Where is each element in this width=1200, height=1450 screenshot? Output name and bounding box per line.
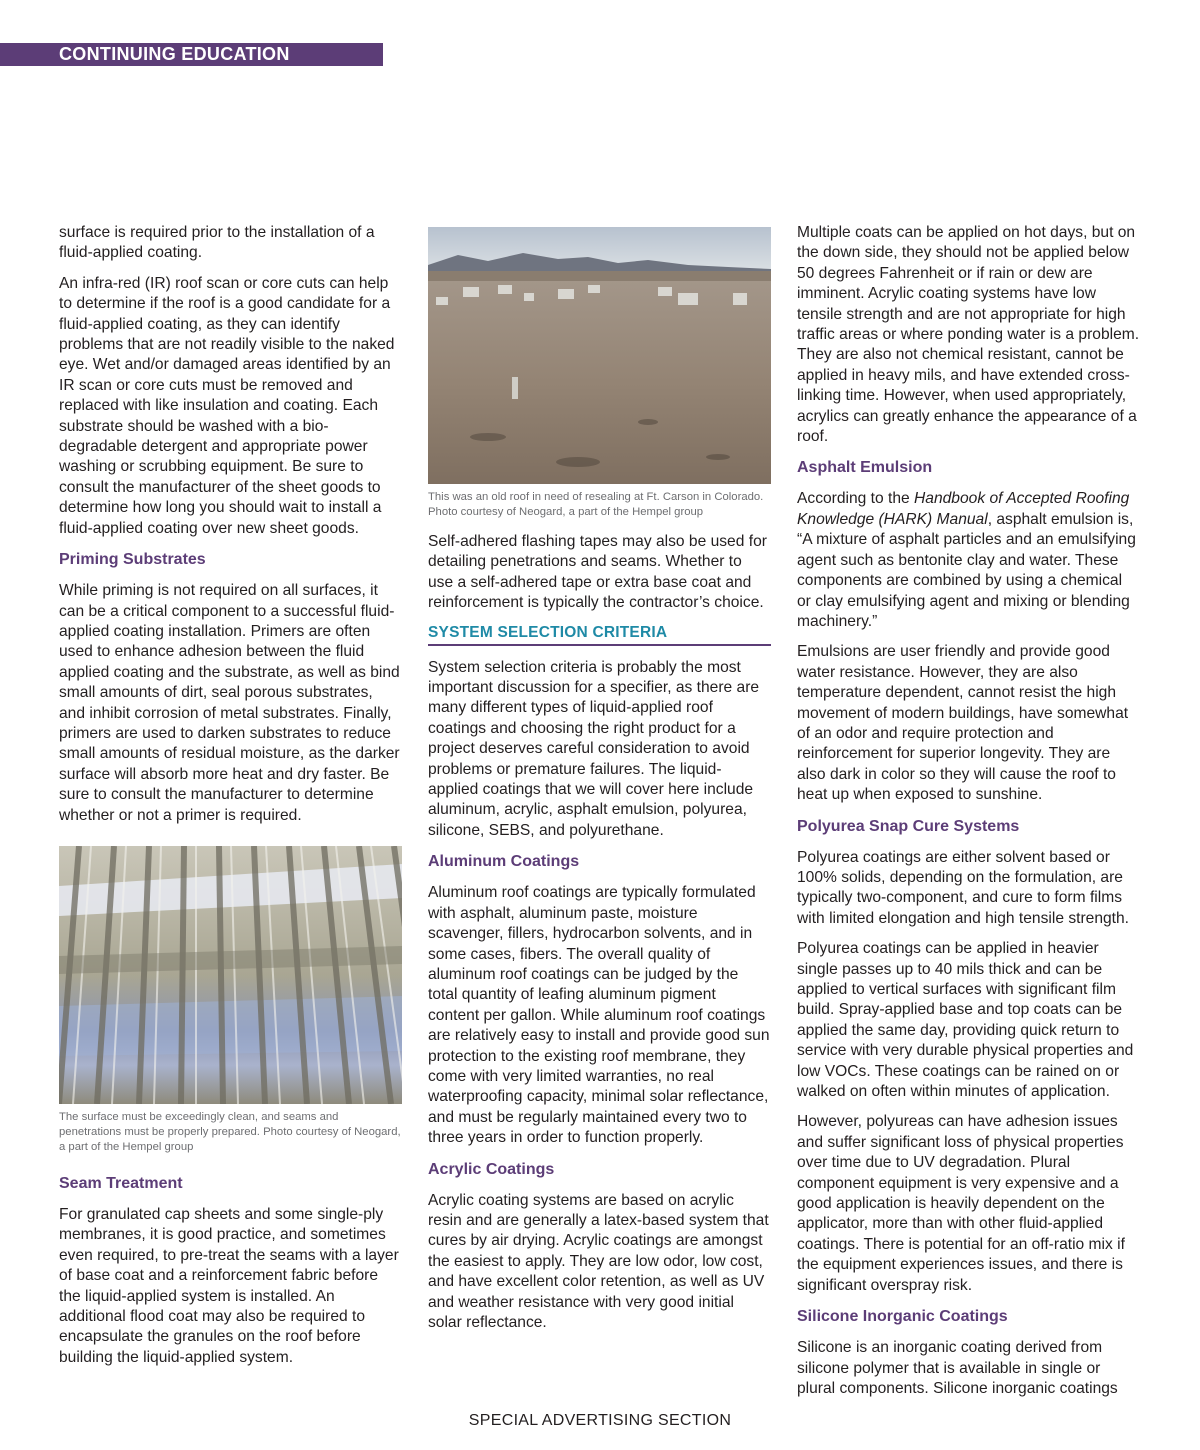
heading-polyurea-snap-cure: Polyurea Snap Cure Systems (797, 817, 1020, 835)
book-title: Handbook of Accepted Roofing Knowledge (HARK) Manual (797, 490, 1130, 528)
paragraph: While priming is not required on all surfaces, it can be a critical component to a successful fluid-applied coating installation. Primers are often used to enhance adhesion between the fluid applied coating and the substrate, as well as bind small amounts of dirt, seal porous substrates, and inhibit corrosion of metal substrates. Finally, primers are used to darken substrates to reduce small amounts of residual moisture, as the darker surface will absorb more heat and dry faster. Be sure to consult the manufacturer to determine whether or not a primer is required. (59, 582, 400, 824)
heading-seam-treatment: Seam Treatment (59, 1174, 183, 1192)
paragraph: Polyurea coatings are either solvent based or 100% solids, depending on the formulation, are typically two-component, and cure to form films with limited elongation and high tensile strength. (797, 848, 1130, 927)
text: According to the (797, 490, 915, 508)
paragraph: For granulated cap sheets and some single-ply membranes, it is good practice, and sometimes even required, to pre-treat the seams with a layer of base coat and a reinforcement fabric before the liquid-applied system is installed. An additional flood coat may also be required to encapsulate the granules on the roof before building the liquid-applied system. (59, 1205, 399, 1366)
paragraph-hark-quote (797, 489, 1140, 632)
paragraph: Aluminum roof coatings are typically formulated with asphalt, aluminum paste, moisture scavenger, fillers, hydrocarbon solvents, and in some cases, fibers. The overall quality of aluminum roof coatings can be judged by the total quantity of leafing aluminum pigment content per gallon. While aluminum roof coatings are relatively easy to install and provide good sun protection to the existing roof membrane, they come with very limited warranties, no real waterproofing capacity, minimal solar reflectance, and must be regularly maintained every two to three years in order to function properly. (428, 884, 770, 1147)
text: , asphalt emulsion is, “A mixture of asphalt particles and an emulsifying agent such as bentonite clay and water. These components are combined by using a chemical or clay emulsifying agent and mixing or blending machinery.” (797, 510, 1136, 630)
column-1 (59, 223, 402, 1378)
paragraph: Silicone is an inorganic coating derived from silicone polymer that is available in single or plural components. Silicone inorganic coatings (797, 1339, 1118, 1397)
paragraph: System selection criteria is probably the most important discussion for a specifier, as there are many different types of liquid-applied roof coatings and choosing the right product for a project deserves careful consideration to avoid problems or premature failures. The liquid-applied coatings that we will cover here include aluminum, acrylic, asphalt emulsion, polyurea, silicone, SEBS, and polyurethane. (428, 658, 760, 839)
heading-silicone-inorganic: Silicone Inorganic Coatings (797, 1308, 1008, 1326)
column-3 (797, 223, 1140, 1409)
heading-system-selection-criteria: SYSTEM SELECTION CRITERIA (428, 624, 771, 646)
column-2 (428, 223, 771, 1343)
page-footer: SPECIAL ADVERTISING SECTION (468, 1412, 732, 1429)
heading-asphalt-emulsion: Asphalt Emulsion (797, 459, 933, 477)
paragraph: Self-adhered flashing tapes may also be used for detailing penetrations and seams. Whether to use a self-adhered tape or extra base coat and reinforcement is typically the contractor’s choice. (428, 533, 767, 612)
paragraph: Emulsions are user friendly and provide good water resistance. However, they are also temperature dependent, cannot resist the high movement of modern buildings, have somewhat of an odor and require protection and reinforcement for superior longevity. They are also dark in color so they will cause the roof to heat up when exposed to sunshine. (797, 643, 1129, 804)
section-banner (0, 43, 383, 66)
flat-roof-photo (428, 227, 771, 484)
paragraph: Acrylic coating systems are based on acrylic resin and are generally a latex-based system that cures by air drying. Acrylic coatings are amongst the easiest to apply. They are low odor, low cost, and have excellent color retention, as well as UV and weather resistance with very good initial solar reflectance. (428, 1191, 769, 1331)
paragraph: An infra-red (IR) roof scan or core cuts can help to determine if the roof is a good candidate for a fluid-applied coating, as they can identify problems that are not readily visible to the naked eye. Wet and/or damaged areas identified by an IR scan or core cuts must be removed and replaced with like insulation and coating. Each substrate should be washed with a bio-degradable detergent and appropriate power washing or scrubbing equipment. Be sure to consult the manufacturer of the sheet goods to determine how long you should wait to install a fluid-applied coating over new sheet goods. (59, 274, 395, 537)
photo-caption: The surface must be exceedingly clean, and seams and penetrations must be properly prepared. Photo courtesy of Neogard, a part of the Hempel group (59, 1110, 401, 1153)
paragraph: However, polyureas can have adhesion issues and suffer significant loss of physical properties over time due to UV degradation. Plural component equipment is very expensive and a good application is heavily dependent on the applicator, more than with other fluid-applied coatings. There is potential for an off-ratio mix if the equipment experiences issues, and there is significant overspray risk. (797, 1113, 1125, 1294)
paragraph: Multiple coats can be applied on hot days, but on the down side, they should not be applied below 50 degrees Fahrenheit or if rain or dew are imminent. Acrylic coating systems have low tensile strength and are not appropriate for high traffic areas or where ponding water is a problem. They are also not chemical resistant, cannot be applied in heavy mils, and have extended cross-linking time. However, when used appropriately, acrylics can greatly enhance the appearance of a roof. (797, 224, 1140, 446)
section-label: CONTINUING EDUCATION (59, 44, 290, 64)
photo-caption: This was an old roof in need of resealing at Ft. Carson in Colorado. Photo courtesy of Neogard, a part of the Hempel group (428, 491, 764, 518)
paragraph: surface is required prior to the installation of a fluid-applied coating. (59, 224, 375, 262)
heading-aluminum-coatings: Aluminum Coatings (428, 853, 580, 871)
heading-priming-substrates: Priming Substrates (59, 551, 206, 569)
heading-acrylic-coatings: Acrylic Coatings (428, 1160, 555, 1178)
paragraph: Polyurea coatings can be applied in heavier single passes up to 40 mils thick and can be applied to vertical surfaces with significant film build. Spray-applied base and top coats can be applied the same day, providing quick return to service with very durable physical properties and low VOCs. These coatings can be rained on or walked on often within minutes of application. (797, 940, 1134, 1101)
metal-roof-photo (59, 846, 402, 1104)
